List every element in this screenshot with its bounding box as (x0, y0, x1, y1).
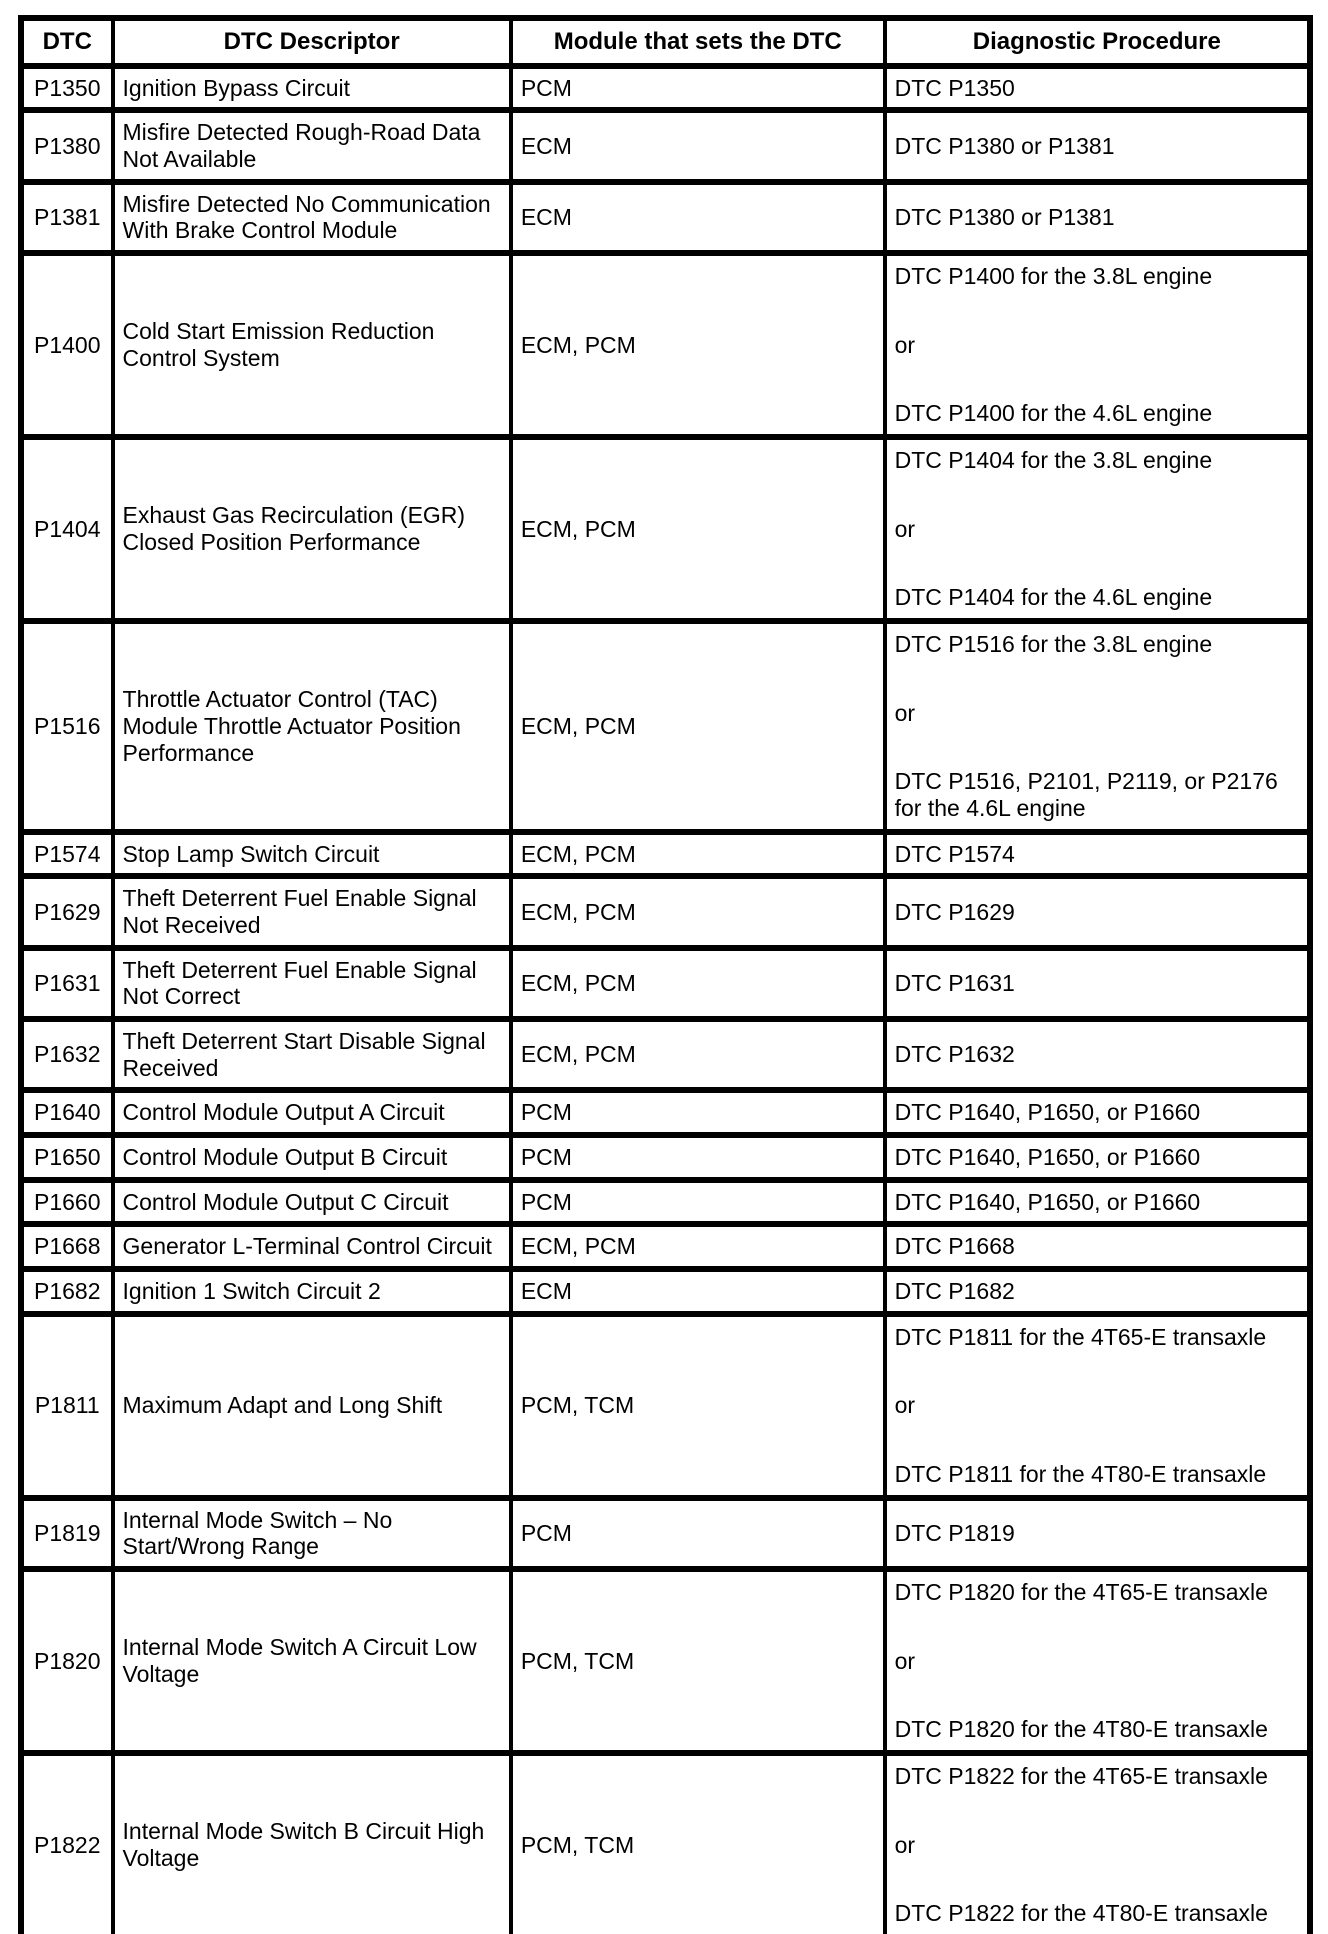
procedure-line: or (894, 1647, 916, 1674)
procedure-line: DTC P1820 for the 4T65-E transaxle (894, 1579, 1268, 1606)
table-row (21, 876, 1310, 947)
module-cell: PCM, TCM (511, 1569, 885, 1753)
descriptor-cell: Cold Start Emission Reduction Control System (113, 253, 511, 437)
table-row (21, 1753, 1310, 1934)
procedure-line: DTC P1404 for the 3.8L engine (894, 446, 1213, 473)
dtc-code-cell: P1632 (21, 1019, 113, 1090)
procedure-line: DTC P1574 (894, 840, 1015, 867)
procedure-line: DTC P1820 for the 4T80-E transaxle (894, 1716, 1268, 1743)
descriptor-cell: Internal Mode Switch – No Start/Wrong Range (113, 1498, 511, 1569)
procedure-cell (885, 948, 1310, 1019)
dtc-code-cell: P1668 (21, 1224, 113, 1269)
procedure-cell (885, 66, 1310, 111)
table-row (21, 1135, 1310, 1180)
column-header-procedure: Diagnostic Procedure (885, 18, 1310, 66)
module-cell: ECM, PCM (511, 1224, 885, 1269)
descriptor-cell: Misfire Detected No Communication With Brake Control Module (113, 182, 511, 253)
procedure-cell (885, 1269, 1310, 1314)
module-cell: PCM, TCM (511, 1314, 885, 1498)
procedure-line: or (894, 1392, 916, 1419)
module-cell: ECM (511, 1269, 885, 1314)
descriptor-cell: Ignition Bypass Circuit (113, 66, 511, 111)
procedure-line: DTC P1632 (894, 1041, 1015, 1068)
procedure-line: DTC P1822 for the 4T80-E transaxle (894, 1900, 1268, 1927)
module-cell: PCM (511, 1498, 885, 1569)
module-cell: PCM, TCM (511, 1753, 885, 1934)
dtc-code-cell: P1629 (21, 876, 113, 947)
dtc-code-cell: P1682 (21, 1269, 113, 1314)
procedure-cell (885, 1135, 1310, 1180)
procedure-cell (885, 1019, 1310, 1090)
header-row (21, 18, 1310, 66)
procedure-cell (885, 876, 1310, 947)
descriptor-cell: Theft Deterrent Fuel Enable Signal Not Received (113, 876, 511, 947)
dtc-code-cell: P1811 (21, 1314, 113, 1498)
module-cell: ECM (511, 182, 885, 253)
procedure-line: DTC P1380 or P1381 (894, 203, 1115, 230)
column-header-descriptor: DTC Descriptor (113, 18, 511, 66)
procedure-cell (885, 621, 1310, 832)
table-row (21, 437, 1310, 621)
module-cell: ECM, PCM (511, 253, 885, 437)
procedure-cell (885, 437, 1310, 621)
table-row (21, 1180, 1310, 1225)
column-header-module: Module that sets the DTC (511, 18, 885, 66)
descriptor-cell: Throttle Actuator Control (TAC) Module Throttle Actuator Position Performance (113, 621, 511, 832)
module-cell: ECM, PCM (511, 876, 885, 947)
procedure-line: DTC P1640, P1650, or P1660 (894, 1188, 1201, 1215)
table-row (21, 110, 1310, 181)
procedure-cell (885, 1753, 1310, 1934)
table-row (21, 1019, 1310, 1090)
table-row (21, 1090, 1310, 1135)
table-row (21, 1269, 1310, 1314)
procedure-line: DTC P1819 (894, 1520, 1015, 1547)
table-row (21, 621, 1310, 832)
dtc-code-cell: P1404 (21, 437, 113, 621)
procedure-line: or (894, 699, 916, 726)
procedure-line: DTC P1682 (894, 1278, 1015, 1305)
procedure-cell (885, 832, 1310, 877)
table-row (21, 66, 1310, 111)
dtc-code-cell: P1516 (21, 621, 113, 832)
dtc-code-cell: P1400 (21, 253, 113, 437)
descriptor-cell: Theft Deterrent Fuel Enable Signal Not Correct (113, 948, 511, 1019)
dtc-code-cell: P1380 (21, 110, 113, 181)
table-row (21, 1498, 1310, 1569)
module-cell: ECM, PCM (511, 832, 885, 877)
table-row (21, 253, 1310, 437)
descriptor-cell: Control Module Output C Circuit (113, 1180, 511, 1225)
descriptor-cell: Control Module Output B Circuit (113, 1135, 511, 1180)
descriptor-cell: Internal Mode Switch B Circuit High Voltage (113, 1753, 511, 1934)
procedure-cell (885, 110, 1310, 181)
procedure-line: DTC P1811 for the 4T80-E transaxle (894, 1461, 1267, 1488)
descriptor-cell: Stop Lamp Switch Circuit (113, 832, 511, 877)
module-cell: ECM, PCM (511, 948, 885, 1019)
dtc-code-cell: P1574 (21, 832, 113, 877)
table-row (21, 1224, 1310, 1269)
descriptor-cell: Ignition 1 Switch Circuit 2 (113, 1269, 511, 1314)
descriptor-cell: Theft Deterrent Start Disable Signal Received (113, 1019, 511, 1090)
dtc-code-cell: P1822 (21, 1753, 113, 1934)
dtc-code-cell: P1660 (21, 1180, 113, 1225)
descriptor-cell: Internal Mode Switch A Circuit Low Voltage (113, 1569, 511, 1753)
table-header (21, 18, 1310, 66)
procedure-cell (885, 1180, 1310, 1225)
procedure-line: DTC P1516 for the 3.8L engine (894, 630, 1213, 657)
procedure-line: or (894, 515, 916, 542)
module-cell: PCM (511, 1135, 885, 1180)
procedure-line: DTC P1516, P2101, P2119, or P2176 for the 4.6L engine (894, 768, 1278, 821)
procedure-line: DTC P1400 for the 3.8L engine (894, 262, 1213, 289)
module-cell: ECM, PCM (511, 621, 885, 832)
table-row (21, 948, 1310, 1019)
module-cell: PCM (511, 66, 885, 111)
dtc-code-cell: P1650 (21, 1135, 113, 1180)
table-row (21, 832, 1310, 877)
table-body (21, 66, 1310, 1934)
dtc-code-cell: P1819 (21, 1498, 113, 1569)
table-row (21, 1569, 1310, 1753)
procedure-cell (885, 1090, 1310, 1135)
procedure-line: DTC P1640, P1650, or P1660 (894, 1099, 1201, 1126)
procedure-cell (885, 253, 1310, 437)
descriptor-cell: Generator L-Terminal Control Circuit (113, 1224, 511, 1269)
procedure-line: DTC P1822 for the 4T65-E transaxle (894, 1763, 1268, 1790)
table-row (21, 1314, 1310, 1498)
procedure-line: DTC P1380 or P1381 (894, 132, 1115, 159)
descriptor-cell: Misfire Detected Rough-Road Data Not Available (113, 110, 511, 181)
module-cell: ECM, PCM (511, 437, 885, 621)
procedure-line: DTC P1404 for the 4.6L engine (894, 584, 1213, 611)
procedure-line: or (894, 331, 916, 358)
procedure-line: or (894, 1831, 916, 1858)
module-cell: ECM (511, 110, 885, 181)
descriptor-cell: Exhaust Gas Recirculation (EGR) Closed Position Performance (113, 437, 511, 621)
descriptor-cell: Maximum Adapt and Long Shift (113, 1314, 511, 1498)
column-header-dtc: DTC (21, 18, 113, 66)
module-cell: ECM, PCM (511, 1019, 885, 1090)
procedure-line: DTC P1668 (894, 1233, 1015, 1260)
procedure-cell (885, 1569, 1310, 1753)
dtc-code-cell: P1820 (21, 1569, 113, 1753)
dtc-table (18, 15, 1313, 1934)
module-cell: PCM (511, 1090, 885, 1135)
procedure-cell (885, 1224, 1310, 1269)
dtc-code-cell: P1381 (21, 182, 113, 253)
procedure-line: DTC P1629 (894, 898, 1015, 925)
dtc-code-cell: P1350 (21, 66, 113, 111)
procedure-cell (885, 1498, 1310, 1569)
procedure-line: DTC P1400 for the 4.6L engine (894, 400, 1213, 427)
procedure-line: DTC P1811 for the 4T65-E transaxle (894, 1323, 1267, 1350)
dtc-code-cell: P1631 (21, 948, 113, 1019)
dtc-code-cell: P1640 (21, 1090, 113, 1135)
descriptor-cell: Control Module Output A Circuit (113, 1090, 511, 1135)
procedure-line: DTC P1640, P1650, or P1660 (894, 1144, 1201, 1171)
procedure-line: DTC P1631 (894, 970, 1015, 997)
table-row (21, 182, 1310, 253)
procedure-cell (885, 182, 1310, 253)
module-cell: PCM (511, 1180, 885, 1225)
procedure-cell (885, 1314, 1310, 1498)
procedure-line: DTC P1350 (894, 74, 1015, 101)
